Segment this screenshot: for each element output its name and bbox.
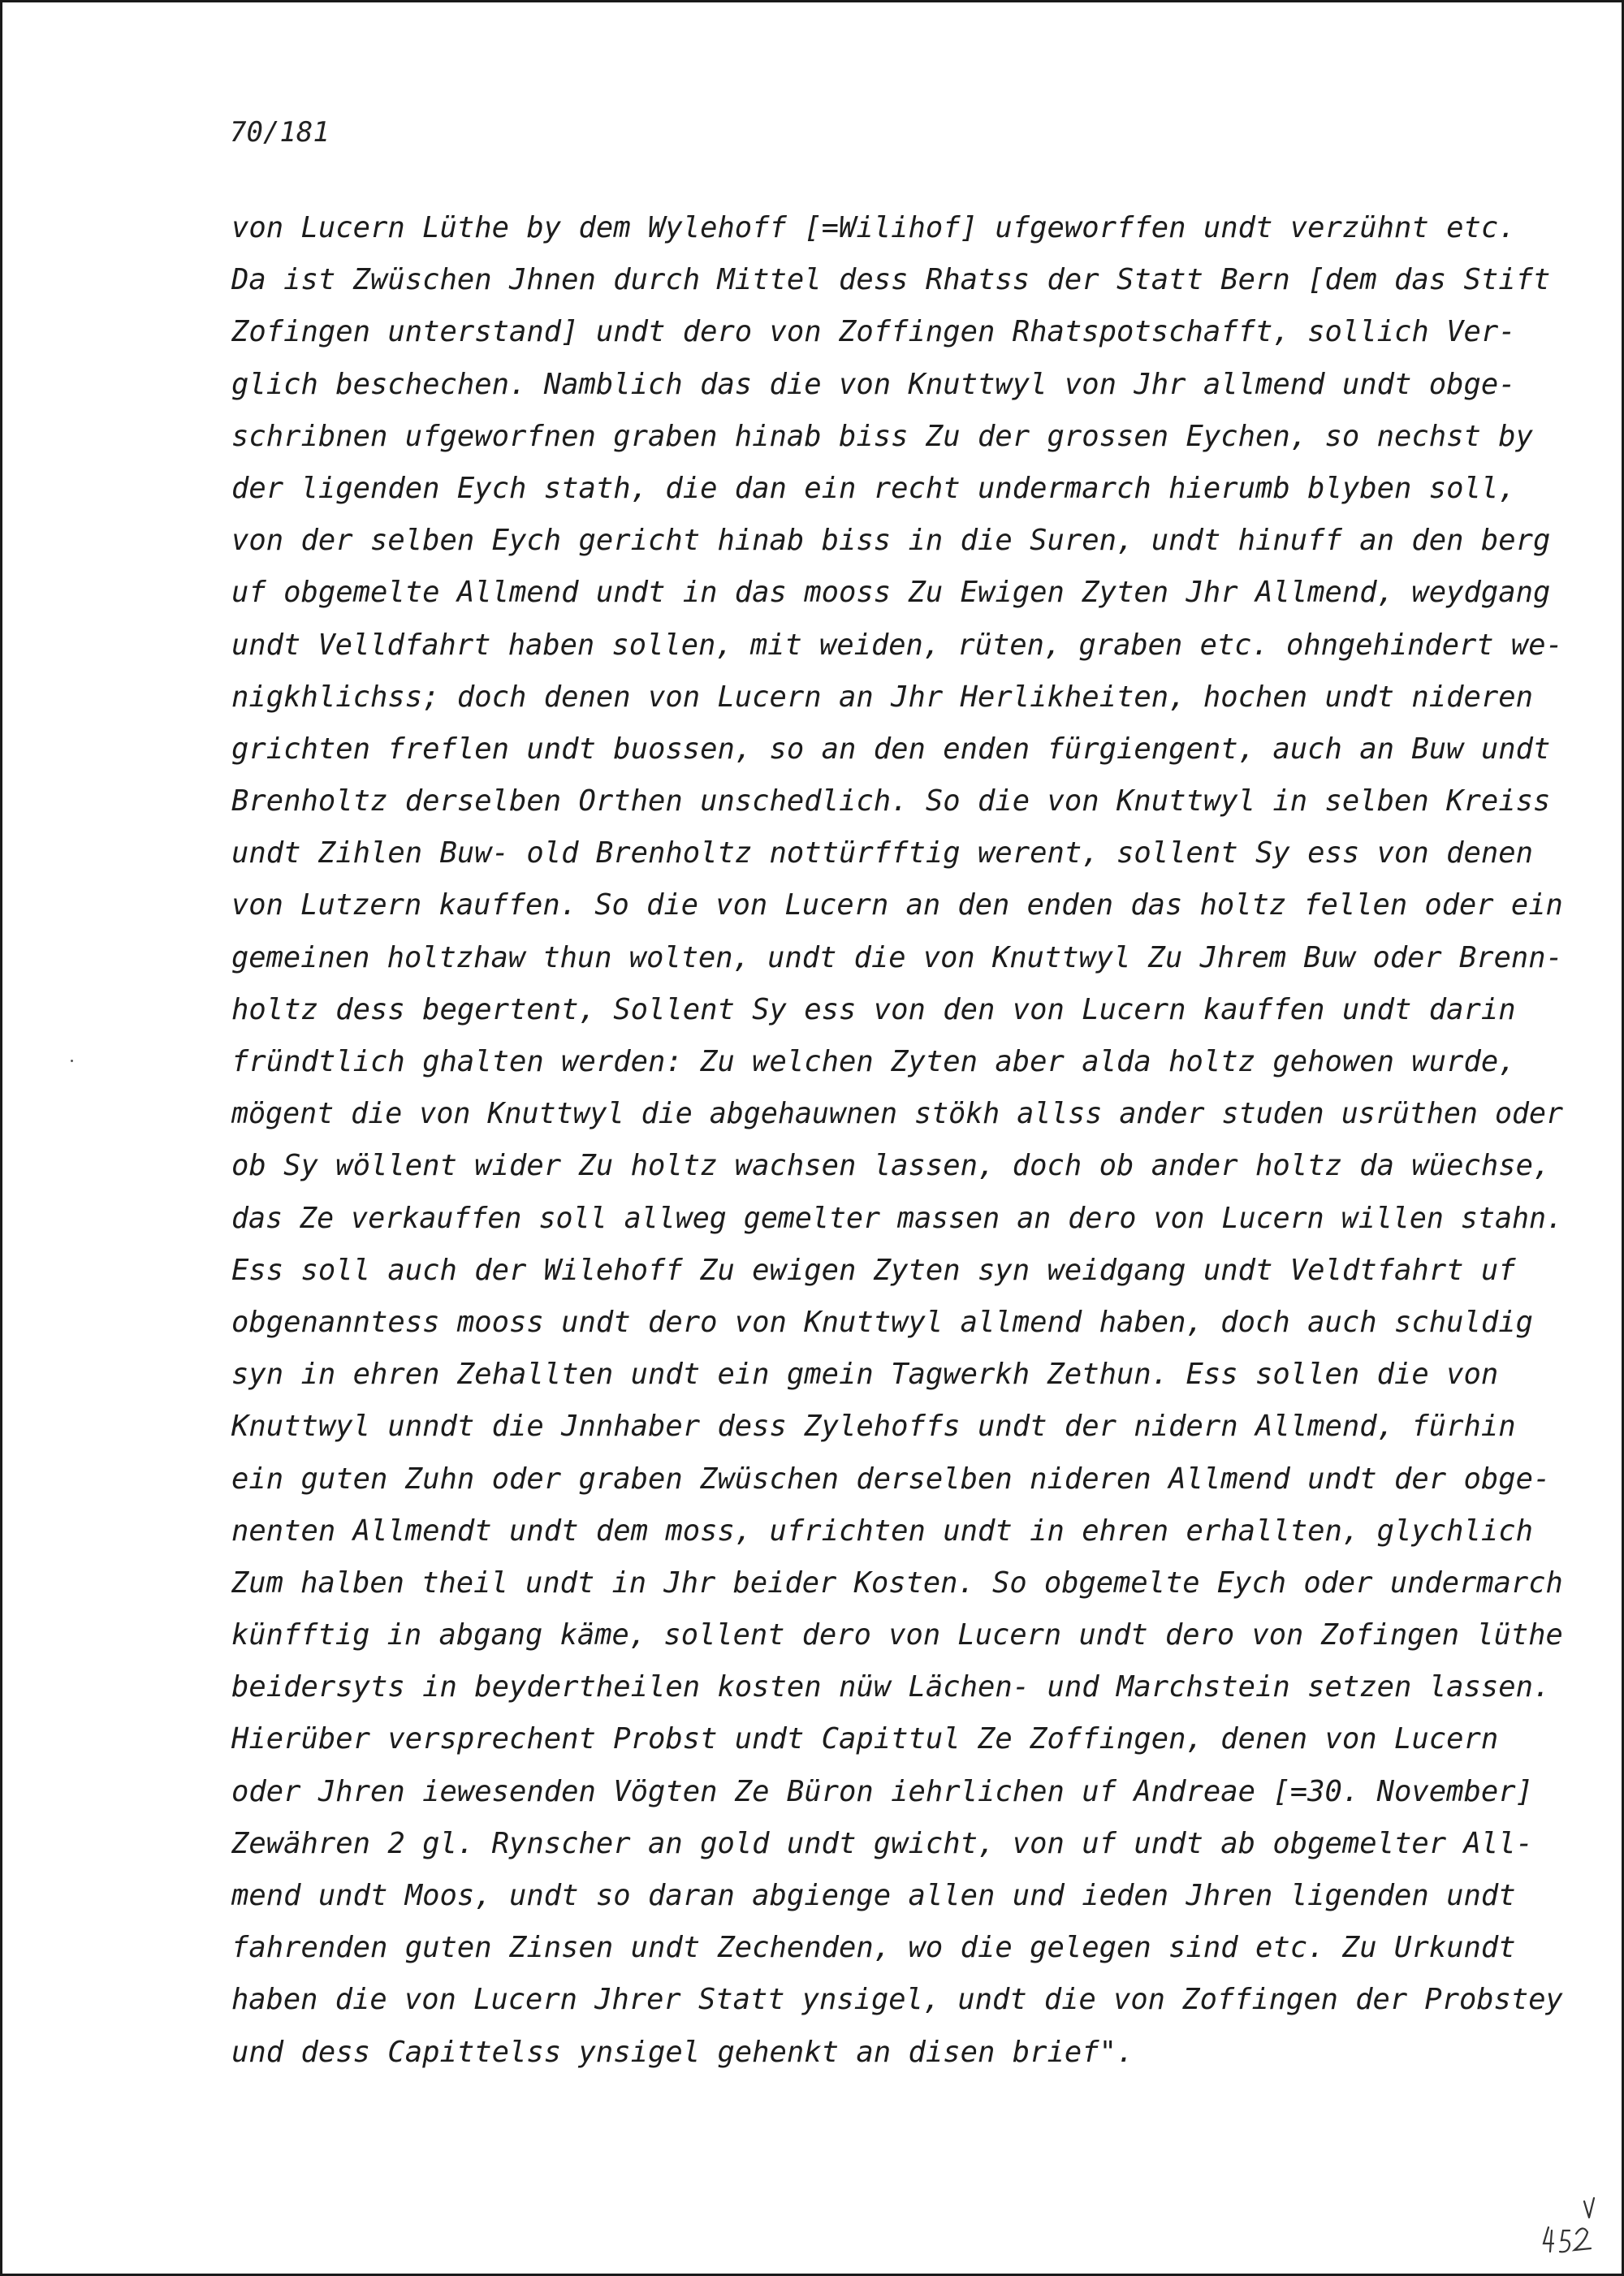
text-line: nenten Allmendt undt dem moss, ufrichten undt in ehren erhallten, glychlich [231, 1514, 1533, 1548]
text-line: ob Sy wöllent wider Zu holtz wachsen lassen, doch ob ander holtz da wüechse, [231, 1149, 1551, 1183]
transcript-body [231, 202, 1564, 2079]
text-line: von der selben Eych gericht hinab biss in die Suren, undt hinuff an den berg [231, 524, 1551, 558]
text-line: Da ist Zwüschen Jhnen durch Mittel dess Rhatss der Statt Bern [dem das Stift [231, 263, 1551, 297]
text-line: von Lucern Lüthe by dem Wylehoff [=Wilihof] ufgeworffen undt verzühnt etc. [231, 211, 1516, 244]
text-line: fründtlich ghalten werden: Zu welchen Zyten aber alda holtz gehowen wurde, [231, 1045, 1516, 1078]
text-line: undt Zihlen Buw- old Brenholtz nottürfftig werent, sollent Sy ess von denen [231, 836, 1533, 870]
text-line: ein guten Zuhn oder graben Zwüschen derselben nideren Allmend undt der obge- [231, 1462, 1551, 1496]
text-line: mögent die von Knuttwyl die abgehauwnen stökh allss ander studen usrüthen oder [231, 1097, 1564, 1131]
page-reference: 70/181 [230, 116, 330, 149]
margin-speck [71, 1060, 73, 1062]
text-line: das Ze verkauffen soll allweg gemelter massen an dero von Lucern willen stahn. [231, 1201, 1564, 1235]
text-line: mend undt Moos, undt so daran abgienge allen und ieden Jhren ligenden undt [231, 1879, 1516, 1912]
text-line: fahrenden guten Zinsen undt Zechenden, wo die gelegen sind etc. Zu Urkundt [231, 1931, 1516, 1965]
text-line: Brenholtz derselben Orthen unschedlich. So die von Knuttwyl in selben Kreiss [231, 784, 1551, 818]
text-line: glich beschechen. Namblich das die von Knuttwyl von Jhr allmend undt obge- [231, 367, 1516, 401]
text-line: Hierüber versprechent Probst undt Capittul Ze Zoffingen, denen von Lucern [231, 1722, 1499, 1756]
text-line: und dess Capittelss ynsigel gehenkt an disen brief". [231, 2035, 1134, 2069]
text-line: grichten freflen undt buossen, so an den enden fürgiengent, auch an Buw undt [231, 732, 1551, 766]
handwritten-checkmark-number-icon [1537, 2195, 1618, 2268]
text-line: Knuttwyl unndt die Jnnhaber dess Zylehoffs undt der nidern Allmend, fürhin [231, 1410, 1516, 1444]
text-line: Zofingen unterstand] undt dero von Zoffingen Rhatspotschafft, sollich Ver- [231, 315, 1516, 349]
text-line: künfftig in abgang käme, sollent dero von Lucern undt dero von Zofingen lüthe [231, 1618, 1563, 1652]
text-line: gemeinen holtzhaw thun wolten, undt die von Knuttwyl Zu Jhrem Buw oder Brenn- [231, 940, 1563, 974]
text-line: Zum halben theil undt in Jhr beider Kosten. So obgemelte Eych oder undermarch [231, 1566, 1563, 1600]
handwritten-page-number [1537, 2195, 1618, 2268]
text-line: Ess soll auch der Wilehoff Zu ewigen Zyten syn weidgang undt Veldtfahrt uf [231, 1253, 1516, 1287]
text-line: uf obgemelte Allmend undt in das mooss Zu Ewigen Zyten Jhr Allmend, weydgang [231, 576, 1551, 610]
text-line: nigkhlichss; doch denen von Lucern an Jhr Herlikheiten, hochen undt nideren [231, 680, 1533, 714]
text-line: haben die von Lucern Jhrer Statt ynsigel, undt die von Zoffingen der Probstey [231, 1983, 1563, 2017]
text-line: der ligenden Eych stath, die dan ein recht undermarch hierumb blyben soll, [231, 471, 1516, 505]
text-line: beidersyts in beydertheilen kosten nüw Lächen- und Marchstein setzen lassen. [231, 1670, 1551, 1704]
text-line: holtz dess begertent, Sollent Sy ess von den von Lucern kauffen undt darin [231, 992, 1516, 1026]
text-line: syn in ehren Zehallten undt ein gmein Tagwerkh Zethun. Ess sollen die von [231, 1358, 1499, 1392]
text-line: schribnen ufgeworfnen graben hinab biss Zu der grossen Eychen, so nechst by [231, 419, 1533, 453]
text-line: obgenanntess mooss undt dero von Knuttwyl allmend haben, doch auch schuldig [231, 1305, 1533, 1339]
text-line: undt Velldfahrt haben sollen, mit weiden, rüten, graben etc. ohngehindert we- [231, 628, 1563, 662]
text-line: oder Jhren iewesenden Vögten Ze Büron iehrlichen uf Andreae [=30. November] [231, 1774, 1533, 1808]
text-line: Zewähren 2 gl. Rynscher an gold undt gwicht, von uf undt ab obgemelter All- [231, 1826, 1533, 1860]
text-line: von Lutzern kauffen. So die von Lucern an den enden das holtz fellen oder ein [231, 888, 1563, 922]
